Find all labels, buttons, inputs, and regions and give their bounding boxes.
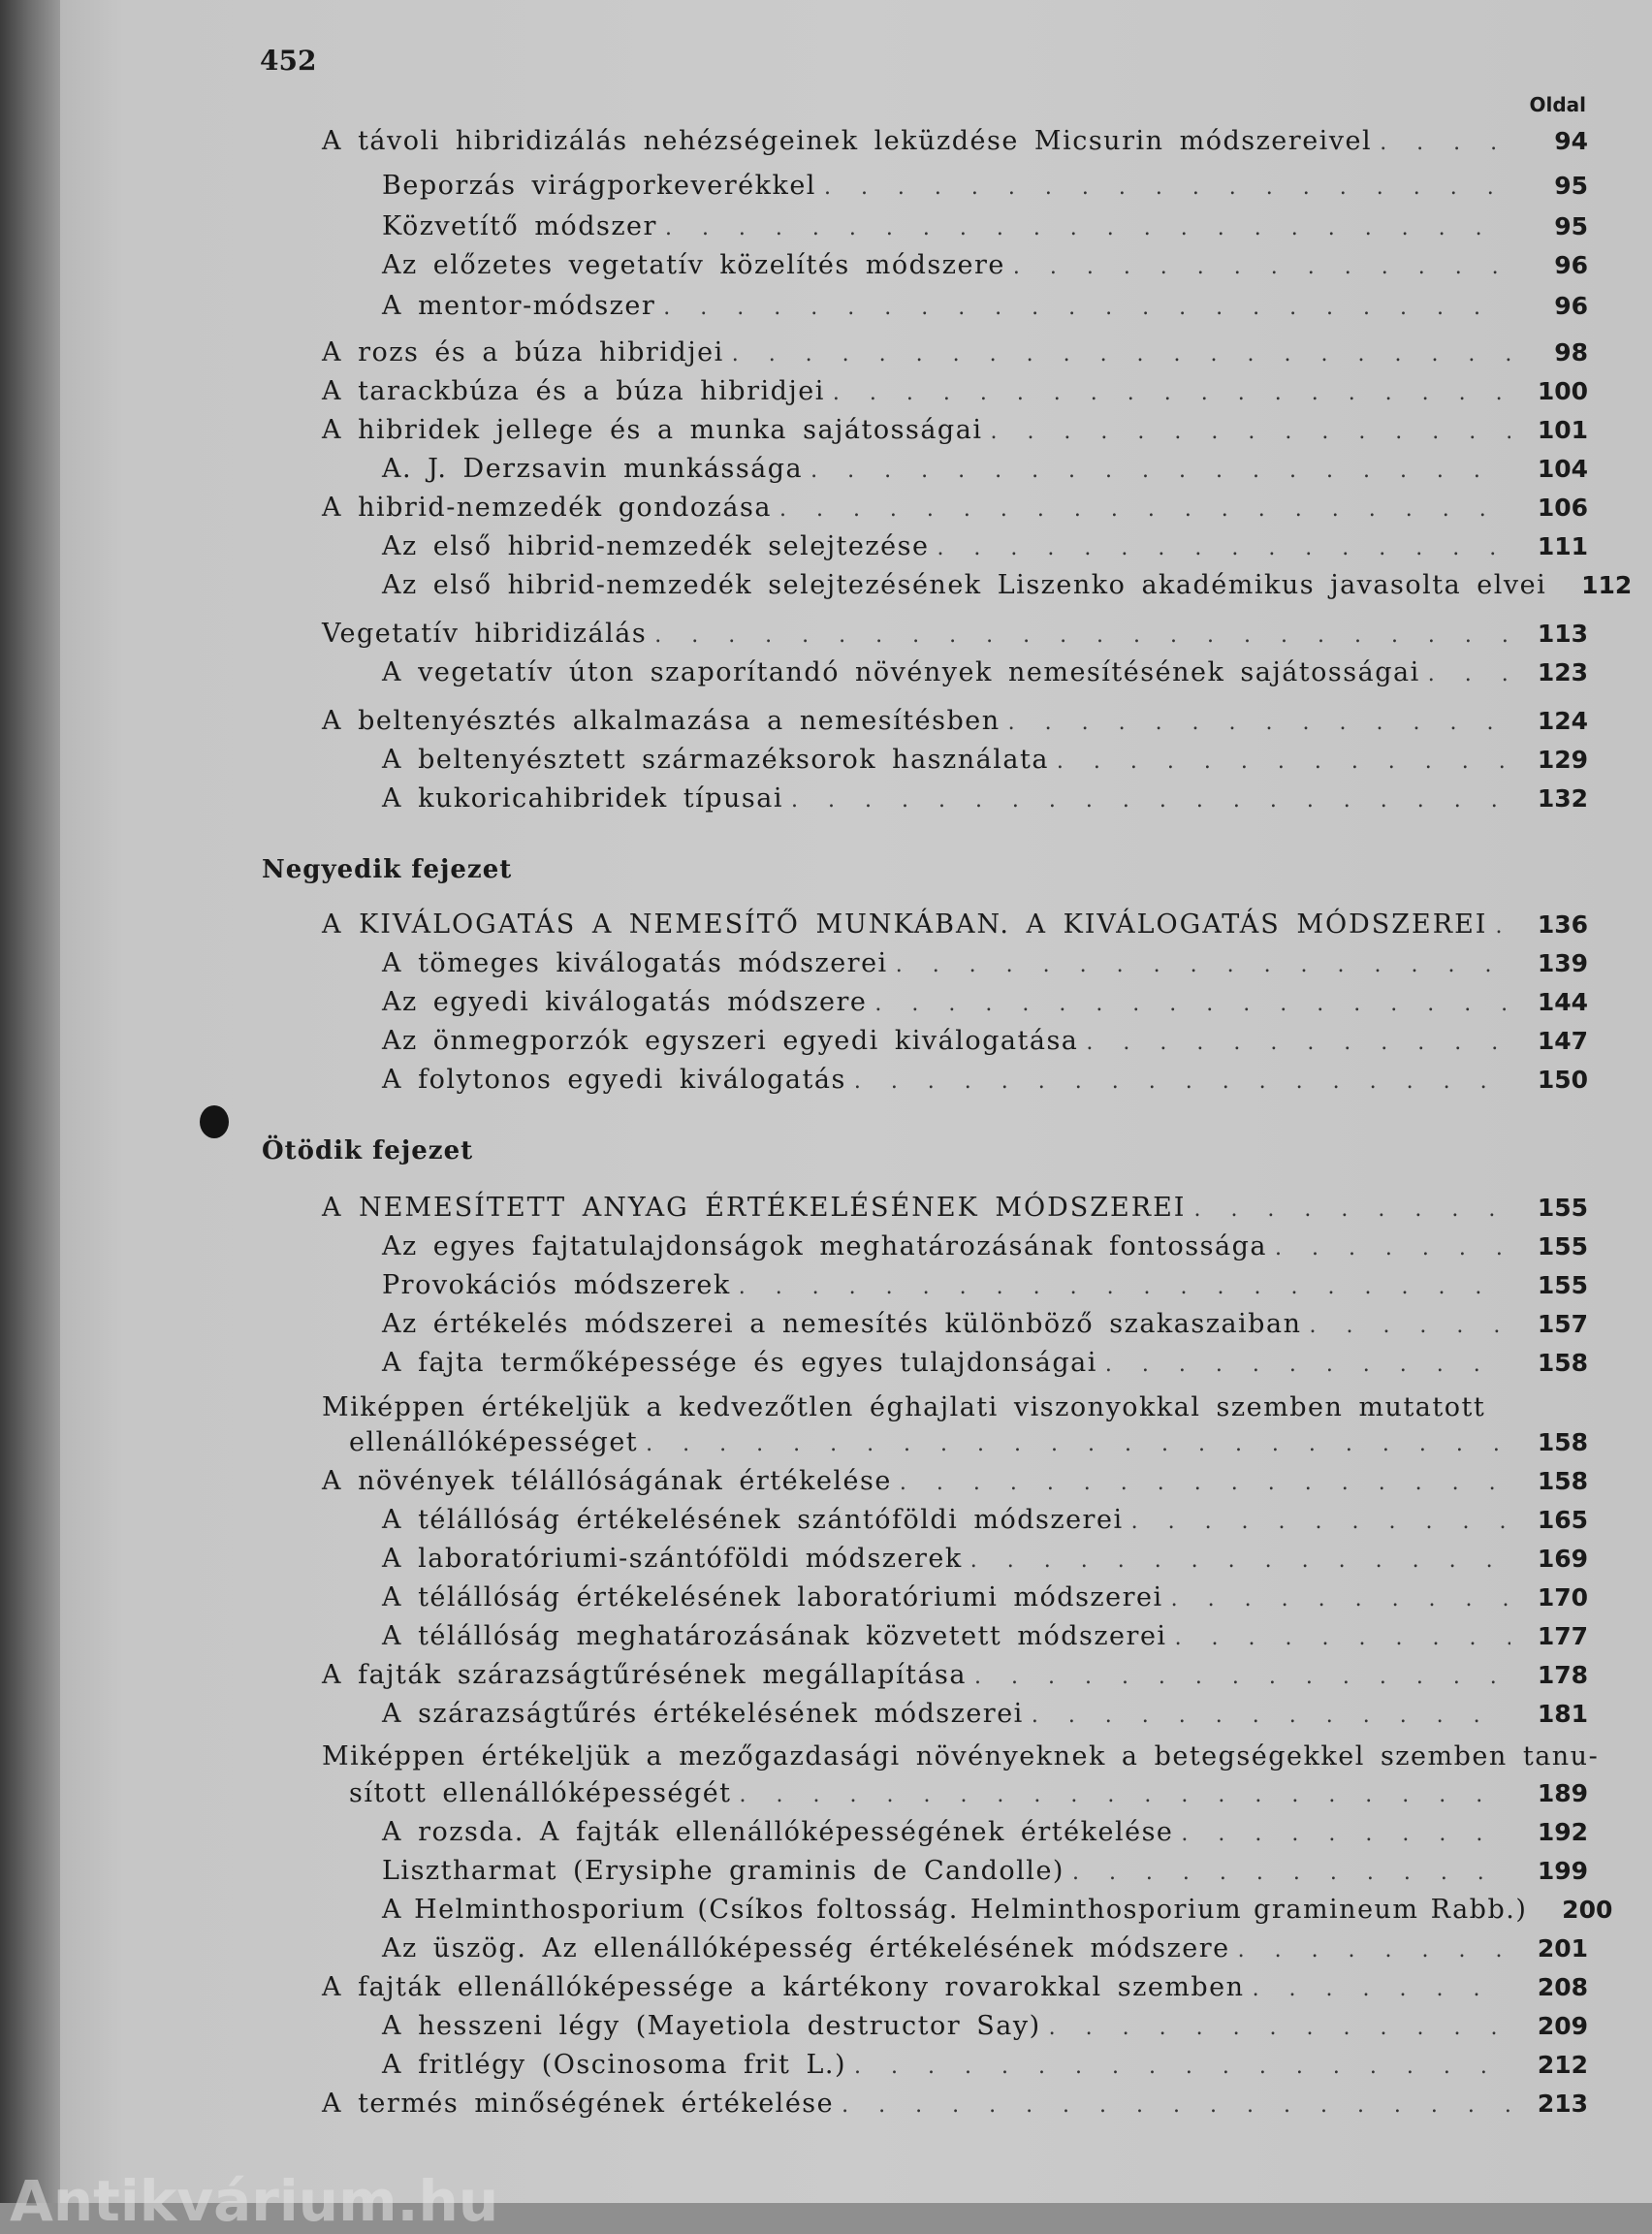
toc-entry-page: 155 xyxy=(1537,1232,1588,1261)
toc-entry-page: 170 xyxy=(1537,1583,1588,1612)
toc-entry-title: A Helminthosporium (Csíkos foltosság. Helminthosporium gramineum Rabb.) xyxy=(382,1895,1528,1925)
toc-entry-page: 209 xyxy=(1537,2012,1588,2040)
toc-entry-page: 157 xyxy=(1537,1310,1588,1338)
leader-dots xyxy=(739,1275,1510,1299)
toc-entry-title: Lisztharmat (Erysiphe graminis de Candolle) xyxy=(382,1856,1064,1886)
toc-entry xyxy=(322,126,1588,156)
toc-entry xyxy=(382,987,1588,1017)
toc-entry-title: Az értékelés módszerei a nemesítés különböző szakaszaiban xyxy=(382,1309,1302,1339)
toc-entry xyxy=(382,1309,1588,1339)
leader-dots xyxy=(1032,1704,1510,1728)
toc-entry-page: 101 xyxy=(1537,416,1588,444)
toc-entry-page: 129 xyxy=(1537,746,1588,774)
toc-entry-title: Miképpen értékeljük a kedvezőtlen éghajlati viszonyokkal szemben mutatott xyxy=(322,1392,1486,1422)
toc-entry-page: 155 xyxy=(1537,1271,1588,1299)
toc-entry xyxy=(382,454,1588,484)
toc-entry xyxy=(382,1231,1588,1261)
leader-dots xyxy=(732,342,1510,367)
leader-dots xyxy=(824,176,1510,200)
toc-entry xyxy=(382,1699,1588,1729)
page-number: 452 xyxy=(260,45,317,77)
leader-dots xyxy=(1428,662,1510,686)
toc-entry-title: A télállóság értékelésének laboratóriumi módszerei xyxy=(382,1582,1163,1612)
toc-entry-title: A tarackbúza és a búza hibridjei xyxy=(322,376,825,406)
toc-entry xyxy=(322,1193,1588,1223)
toc-entry xyxy=(322,706,1588,736)
leader-dots xyxy=(1495,914,1510,939)
toc-entry-page: 98 xyxy=(1554,338,1588,367)
toc-entry-title: A rozsda. A fajták ellenállóképességének értékelése xyxy=(382,1817,1174,1847)
toc-entry-title: Közvetítő módszer xyxy=(382,211,657,241)
toc-entry-title: Az első hibrid-nemzedék selejtezésének Liszenko akadémikus javasolta elvei xyxy=(382,570,1547,600)
toc-entry-page: 212 xyxy=(1537,2051,1588,2079)
toc-entry-page: 136 xyxy=(1537,910,1588,939)
leader-dots xyxy=(1175,1626,1510,1650)
toc-entry-title: A KIVÁLOGATÁS A NEMESÍTŐ MUNKÁBAN. A KIVÁLOGATÁS MÓDSZEREI xyxy=(322,910,1488,940)
leader-dots xyxy=(1008,711,1510,735)
toc-entry-page: 178 xyxy=(1537,1661,1588,1689)
toc-entry xyxy=(322,1660,1588,1690)
toc-entry xyxy=(382,1544,1588,1574)
toc-entry-page: 181 xyxy=(1537,1700,1588,1728)
leader-dots xyxy=(1049,2016,1510,2040)
toc-entry-page: 112 xyxy=(1581,571,1633,599)
toc-entry-page: 123 xyxy=(1537,658,1588,686)
toc-entry-page: 104 xyxy=(1537,455,1588,483)
toc-entry xyxy=(382,1621,1588,1651)
toc-entry xyxy=(322,1392,1588,1422)
leader-dots xyxy=(663,296,1510,320)
toc-entry-page: 158 xyxy=(1537,1428,1588,1456)
leader-dots xyxy=(1105,1353,1510,1377)
toc-entry-page: 192 xyxy=(1537,1818,1588,1846)
toc-entry-title: A termés minőségének értékelése xyxy=(322,2089,835,2119)
leader-dots xyxy=(833,381,1510,405)
toc-entry-page: 158 xyxy=(1537,1467,1588,1495)
toc-entry xyxy=(322,493,1588,523)
toc-entry xyxy=(322,910,1588,940)
toc-entry-page: 94 xyxy=(1554,127,1588,155)
leader-dots xyxy=(970,1548,1510,1573)
toc-entry-title: A fajta termőképessége és egyes tulajdonságai xyxy=(382,1348,1097,1378)
toc-entry xyxy=(382,211,1588,241)
chapter-heading: Negyedik fejezet xyxy=(262,855,513,884)
toc-entry xyxy=(382,1505,1588,1535)
toc-entry-title: Az egyes fajtatulajdonságok meghatározásának fontossága xyxy=(382,1231,1267,1261)
leader-dots xyxy=(1275,1236,1510,1261)
toc-entry-title: A rozs és a búza hibridjei xyxy=(322,337,724,367)
toc-entry-page: 144 xyxy=(1537,988,1588,1016)
toc-entry-title: A fritlégy (Oscinosoma frit L.) xyxy=(382,2050,847,2080)
toc-entry xyxy=(382,171,1588,201)
toc-entry xyxy=(382,1933,1588,1963)
leader-dots xyxy=(1238,1938,1510,1963)
leader-dots xyxy=(1309,1314,1510,1338)
toc-entry-title: Az üszög. Az ellenállóképesség értékelésének módszere xyxy=(382,1933,1230,1963)
leader-dots xyxy=(990,420,1510,444)
leader-dots xyxy=(1086,1031,1510,1055)
book-binding-edge xyxy=(0,0,60,2203)
toc-entry-title: A kukoricahibridek típusai xyxy=(382,783,784,814)
toc-entry-page: 208 xyxy=(1537,1973,1588,2001)
toc-entry xyxy=(382,1895,1613,1925)
toc-entry-page: 96 xyxy=(1554,251,1588,279)
leader-dots xyxy=(810,459,1510,483)
leader-dots xyxy=(854,2055,1510,2079)
toc-entry-title: A vegetatív úton szaporítandó növények nemesítésének sajátosságai xyxy=(382,657,1420,687)
toc-entry-page: 124 xyxy=(1537,707,1588,735)
chapter-heading: Ötödik fejezet xyxy=(262,1136,474,1165)
toc-entry xyxy=(382,2050,1588,2080)
leader-dots xyxy=(654,623,1510,648)
toc-entry xyxy=(322,2089,1588,2119)
toc-entry-page: 95 xyxy=(1554,172,1588,200)
toc-entry xyxy=(382,570,1633,600)
leader-dots xyxy=(791,788,1510,813)
toc-entry xyxy=(382,531,1588,561)
toc-entry-title: Miképpen értékeljük a mezőgazdasági növényeknek a betegségekkel szemben tanu- xyxy=(322,1741,1600,1771)
leader-dots xyxy=(740,1783,1510,1807)
toc-entry-page: 150 xyxy=(1537,1066,1588,1094)
toc-entry-page: 177 xyxy=(1537,1622,1588,1650)
leader-dots xyxy=(900,1471,1510,1495)
toc-entry xyxy=(382,1065,1588,1095)
table-of-contents xyxy=(262,0,1633,2203)
ink-spot xyxy=(200,1105,229,1138)
toc-entry-title: A hibridek jellege és a munka sajátosságai xyxy=(322,415,983,445)
toc-entry-title: A. J. Derzsavin munkássága xyxy=(382,454,804,484)
toc-entry-title: A mentor-módszer xyxy=(382,291,656,321)
toc-entry-page: 96 xyxy=(1554,292,1588,320)
leader-dots xyxy=(646,1432,1510,1456)
toc-entry xyxy=(322,415,1588,445)
toc-entry xyxy=(382,1026,1588,1056)
leader-dots xyxy=(779,497,1510,522)
leader-dots xyxy=(842,2093,1510,2118)
toc-entry-title: Az önmegporzók egyszeri egyedi kiválogatása xyxy=(382,1026,1079,1056)
toc-entry-page: 158 xyxy=(1537,1349,1588,1377)
toc-entry xyxy=(382,2011,1588,2041)
toc-entry-title: A hibrid-nemzedék gondozása xyxy=(322,493,772,523)
toc-entry-page: 106 xyxy=(1537,494,1588,522)
toc-entry-page: 111 xyxy=(1537,532,1588,560)
toc-entry xyxy=(382,1856,1588,1886)
toc-entry-title: A laboratóriumi-szántóföldi módszerek xyxy=(382,1544,963,1574)
toc-entry-title: Provokációs módszerek xyxy=(382,1270,731,1300)
toc-entry-page: 201 xyxy=(1537,1934,1588,1963)
toc-entry-title: ellenállóképességet xyxy=(349,1427,639,1457)
toc-entry-page: 165 xyxy=(1537,1506,1588,1534)
toc-entry xyxy=(382,948,1588,978)
toc-entry-title: A fajták ellenállóképessége a kártékony rovarokkal szemben xyxy=(322,1972,1245,2002)
toc-entry-page: 100 xyxy=(1537,377,1588,405)
leader-dots xyxy=(874,992,1510,1016)
toc-entry xyxy=(349,1778,1588,1808)
leader-dots xyxy=(1181,1822,1510,1846)
leader-dots xyxy=(1057,750,1510,774)
toc-entry xyxy=(382,1817,1588,1847)
toc-entry-title: Vegetatív hibridizálás xyxy=(322,619,648,649)
toc-entry-page: 213 xyxy=(1537,2090,1588,2118)
toc-entry xyxy=(382,745,1588,775)
toc-entry-title: A beltenyésztett származéksorok használata xyxy=(382,745,1049,775)
leader-dots xyxy=(1013,255,1510,279)
toc-entry-title: A folytonos egyedi kiválogatás xyxy=(382,1065,846,1095)
toc-entry-page: 139 xyxy=(1537,949,1588,977)
toc-entry-title: A növények télállóságának értékelése xyxy=(322,1466,892,1496)
toc-entry xyxy=(382,1270,1588,1300)
leader-dots xyxy=(1193,1197,1510,1222)
leader-dots xyxy=(1171,1587,1510,1612)
toc-entry-page: 95 xyxy=(1554,212,1588,240)
toc-entry xyxy=(322,1741,1600,1771)
leader-dots xyxy=(1131,1510,1510,1534)
toc-entry-title: A hesszeni légy (Mayetiola destructor Say) xyxy=(382,2011,1041,2041)
toc-entry xyxy=(382,657,1588,687)
toc-entry xyxy=(382,1348,1588,1378)
toc-entry-title: A fajták szárazságtűrésének megállapítása xyxy=(322,1660,967,1690)
toc-entry-page: 155 xyxy=(1537,1194,1588,1222)
leader-dots xyxy=(937,536,1510,560)
toc-entry-title: A télállóság értékelésének szántóföldi módszerei xyxy=(382,1505,1124,1535)
toc-entry xyxy=(382,783,1588,814)
toc-entry-page: 199 xyxy=(1537,1857,1588,1885)
toc-entry xyxy=(322,1972,1588,2002)
toc-entry-page: 113 xyxy=(1537,620,1588,648)
toc-entry-title: A NEMESÍTETT ANYAG ÉRTÉKELÉSÉNEK MÓDSZEREI xyxy=(322,1193,1187,1223)
leader-dots xyxy=(1072,1861,1510,1885)
toc-entry-title: Az első hibrid-nemzedék selejtezése xyxy=(382,531,930,561)
toc-entry-page: 200 xyxy=(1562,1896,1613,1924)
leader-dots xyxy=(1253,1977,1510,2001)
toc-entry-page: 169 xyxy=(1537,1545,1588,1573)
toc-entry xyxy=(349,1427,1588,1457)
leader-dots xyxy=(854,1069,1510,1094)
toc-entry-title: A télállóság meghatározásának közvetett módszerei xyxy=(382,1621,1167,1651)
toc-entry xyxy=(382,1582,1588,1612)
toc-entry xyxy=(382,250,1588,280)
toc-entry xyxy=(322,619,1588,649)
toc-entry-title: A szárazságtűrés értékelésének módszerei xyxy=(382,1699,1024,1729)
toc-entry-page: 132 xyxy=(1537,784,1588,813)
toc-entry xyxy=(382,291,1588,321)
toc-entry-title: A beltenyésztés alkalmazása a nemesítésben xyxy=(322,706,1001,736)
leader-dots xyxy=(665,216,1510,240)
toc-entry-title: sított ellenállóképességét xyxy=(349,1778,732,1808)
toc-entry-page: 147 xyxy=(1537,1027,1588,1055)
toc-entry xyxy=(322,1466,1588,1496)
toc-entry-page: 189 xyxy=(1537,1779,1588,1807)
toc-entry-title: Az előzetes vegetatív közelítés módszere xyxy=(382,250,1005,280)
page-column-header: Oldal xyxy=(1529,93,1586,116)
toc-entry xyxy=(322,337,1588,367)
leader-dots xyxy=(974,1665,1510,1689)
watermark: Antikvárium.hu xyxy=(10,2168,499,2234)
toc-entry-title: A tömeges kiválogatás módszerei xyxy=(382,948,888,978)
leader-dots xyxy=(1380,131,1510,155)
toc-entry-title: Beporzás virágporkeverékkel xyxy=(382,171,816,201)
toc-entry-title: A távoli hibridizálás nehézségeinek leküzdése Micsurin módszereivel xyxy=(322,126,1373,156)
toc-entry-title: Az egyedi kiválogatás módszere xyxy=(382,987,868,1017)
toc-entry xyxy=(322,376,1588,406)
leader-dots xyxy=(896,953,1510,977)
